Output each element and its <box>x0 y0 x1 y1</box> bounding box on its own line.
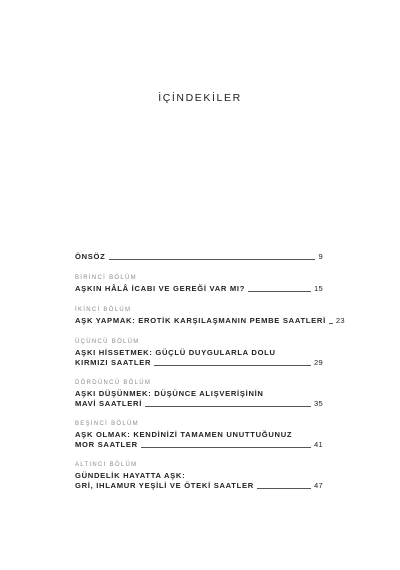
entry-title: GÜNDELİK HAYATTA AŞK: <box>75 471 186 480</box>
leader-line <box>154 365 311 366</box>
entry-line <box>75 440 323 450</box>
chapter-label: İKİNCİ BÖLÜM <box>75 307 132 313</box>
toc-title: İÇİNDEKİLER <box>158 92 242 104</box>
page-number: 15 <box>313 284 323 293</box>
entry-line <box>75 471 323 481</box>
toc-entry-chapter-3[interactable] <box>75 338 323 368</box>
leader-line <box>329 323 333 324</box>
entry-title: ÖNSÖZ <box>75 252 106 261</box>
leader-line <box>248 291 311 292</box>
chapter-label: ÜÇÜNCÜ BÖLÜM <box>75 339 140 345</box>
page-number: 41 <box>313 440 323 449</box>
entry-line <box>75 316 345 326</box>
chapter-label: DÖRDÜNCÜ BÖLÜM <box>75 380 152 386</box>
entry-title-cont: MAVİ SAATLERİ <box>75 399 143 408</box>
entry-line <box>75 399 323 409</box>
toc-entry-chapter-6[interactable] <box>75 461 323 491</box>
page-number: 23 <box>335 316 345 325</box>
entry-line <box>75 389 323 399</box>
entry-title-cont: KIRMIZI SAATLER <box>75 358 152 367</box>
entry-line <box>75 252 323 262</box>
leader-line <box>109 259 316 260</box>
toc-entry-onsoz[interactable] <box>75 252 323 262</box>
chapter-label: BEŞİNCİ BÖLÜM <box>75 421 139 427</box>
leader-line <box>141 447 311 448</box>
table-of-contents <box>75 252 345 491</box>
entry-title: AŞKI HİSSETMEK: GÜÇLÜ DUYGULARLA DOLU <box>75 348 276 357</box>
toc-entry-chapter-1[interactable] <box>75 274 323 294</box>
entry-title: AŞK YAPMAK: EROTİK KARŞILAŞMANIN PEMBE SAATLERİ <box>75 316 326 325</box>
entry-title: AŞK OLMAK: KENDİNİZİ TAMAMEN UNUTTUĞUNUZ <box>75 430 293 439</box>
entry-line <box>75 358 323 368</box>
leader-line <box>257 488 311 489</box>
entry-title-cont: MOR SAATLER <box>75 440 138 449</box>
entry-title-cont: GRİ, IHLAMUR YEŞİLİ VE ÖTEKİ SAATLER <box>75 481 254 490</box>
toc-entry-chapter-5[interactable] <box>75 420 323 450</box>
chapter-label: BİRİNCİ BÖLÜM <box>75 275 137 281</box>
page-number: 9 <box>318 252 323 261</box>
page-number: 47 <box>313 481 323 490</box>
toc-entry-chapter-4[interactable] <box>75 379 323 409</box>
page-number: 29 <box>313 358 323 367</box>
page-number: 35 <box>313 399 323 408</box>
chapter-label: ALTINCI BÖLÜM <box>75 462 138 468</box>
toc-entry-chapter-2[interactable] <box>75 306 345 326</box>
entry-line <box>75 284 323 294</box>
leader-line <box>145 406 311 407</box>
entry-line <box>75 348 323 358</box>
entry-title: AŞKI DÜŞÜNMEK: DÜŞÜNCE ALIŞVERİŞİNİN <box>75 389 264 398</box>
entry-line <box>75 481 323 491</box>
entry-line <box>75 430 323 440</box>
entry-title: AŞKIN HÂLÂ İCABI VE GEREĞİ VAR MI? <box>75 284 246 293</box>
